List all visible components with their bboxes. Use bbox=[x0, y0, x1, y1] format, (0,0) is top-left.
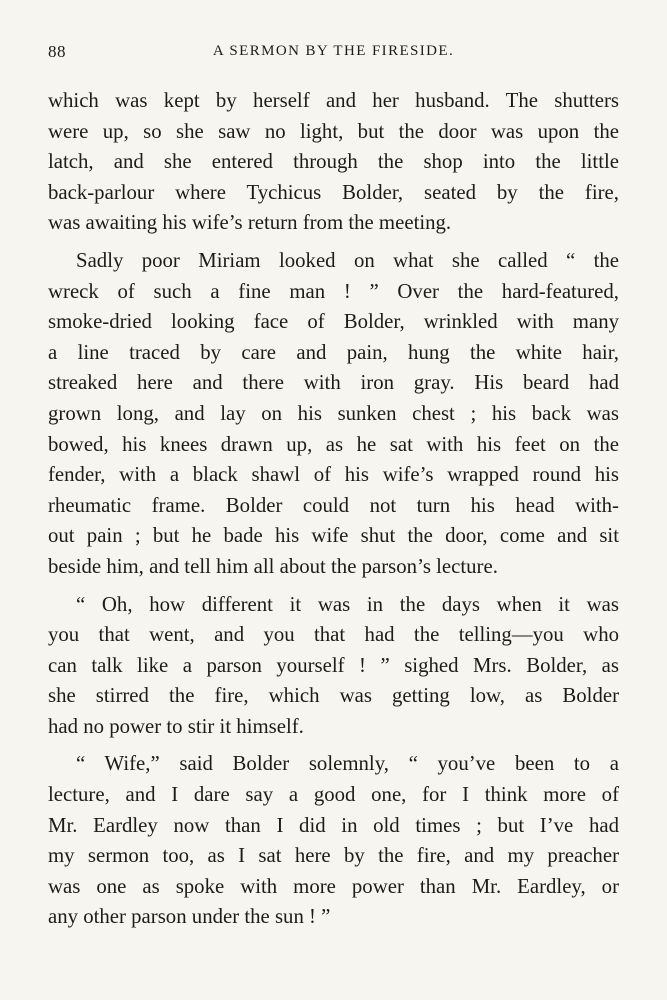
paragraph-gap bbox=[48, 583, 619, 590]
text-line: wreck of such a fine man ! ” Over the hard-featured, bbox=[48, 279, 619, 303]
page-header bbox=[48, 42, 619, 68]
text-line: rheumatic frame. Bolder could not turn his head with- bbox=[48, 493, 619, 517]
text-line: grown long, and lay on his sunken chest ; his back was bbox=[48, 401, 619, 425]
text-line: streaked here and there with iron gray. His beard had bbox=[48, 371, 619, 395]
paragraph bbox=[48, 749, 619, 933]
text-line: a line traced by care and pain, hung the white hair, bbox=[48, 340, 619, 364]
text-line: fender, with a black shawl of his wife’s wrapped round his bbox=[48, 463, 619, 487]
text-line: had no power to stir it himself. bbox=[48, 714, 304, 738]
text-line: smoke-dried looking face of Bolder, wrinkled with many bbox=[48, 310, 619, 334]
paragraph-gap bbox=[48, 742, 619, 749]
text-line: was awaiting his wife’s return from the meeting. bbox=[48, 211, 452, 235]
text-line: any other parson under the sun ! ” bbox=[48, 905, 331, 929]
text-line: bowed, his knees drawn up, as he sat with his feet on the bbox=[48, 432, 619, 456]
text-line: you that went, and you that had the telling—you who bbox=[48, 623, 619, 647]
paragraph bbox=[48, 246, 619, 583]
paragraph-gap bbox=[48, 239, 619, 246]
text-line: latch, and she entered through the shop into the little bbox=[48, 150, 619, 174]
text-line: she stirred the fire, which was getting low, as Bolder bbox=[48, 684, 619, 708]
text-line: “ Wife,” said Bolder solemnly, “ you’ve been to a bbox=[76, 752, 619, 776]
page-number: 88 bbox=[48, 42, 66, 61]
text-line: can talk like a parson yourself ! ” sighed Mrs. Bolder, as bbox=[48, 653, 619, 677]
text-line: back-parlour where Tychicus Bolder, seated by the fire, bbox=[48, 180, 619, 204]
text-line: out pain ; but he bade his wife shut the door, come and sit bbox=[48, 524, 619, 548]
text-line: Sadly poor Miriam looked on what she called “ the bbox=[76, 248, 619, 272]
text-line: Mr. Eardley now than I did in old times ; but I’ve had bbox=[48, 813, 619, 837]
paragraph bbox=[48, 590, 619, 743]
text-line: lecture, and I dare say a good one, for I think more of bbox=[48, 783, 619, 807]
text-line: was one as spoke with more power than Mr. Eardley, or bbox=[48, 874, 619, 898]
running-title: A SERMON BY THE FIRESIDE. bbox=[212, 43, 455, 59]
paragraph bbox=[48, 86, 619, 239]
text-line: my sermon too, as I sat here by the fire, and my preacher bbox=[48, 844, 619, 868]
body-text bbox=[48, 86, 619, 933]
text-line: were up, so she saw no light, but the door was upon the bbox=[48, 119, 619, 143]
text-line: which was kept by herself and her husband. The shutters bbox=[48, 89, 619, 112]
text-line: “ Oh, how different it was in the days when it was bbox=[76, 592, 619, 616]
text-line: beside him, and tell him all about the parson’s lecture. bbox=[48, 554, 498, 578]
